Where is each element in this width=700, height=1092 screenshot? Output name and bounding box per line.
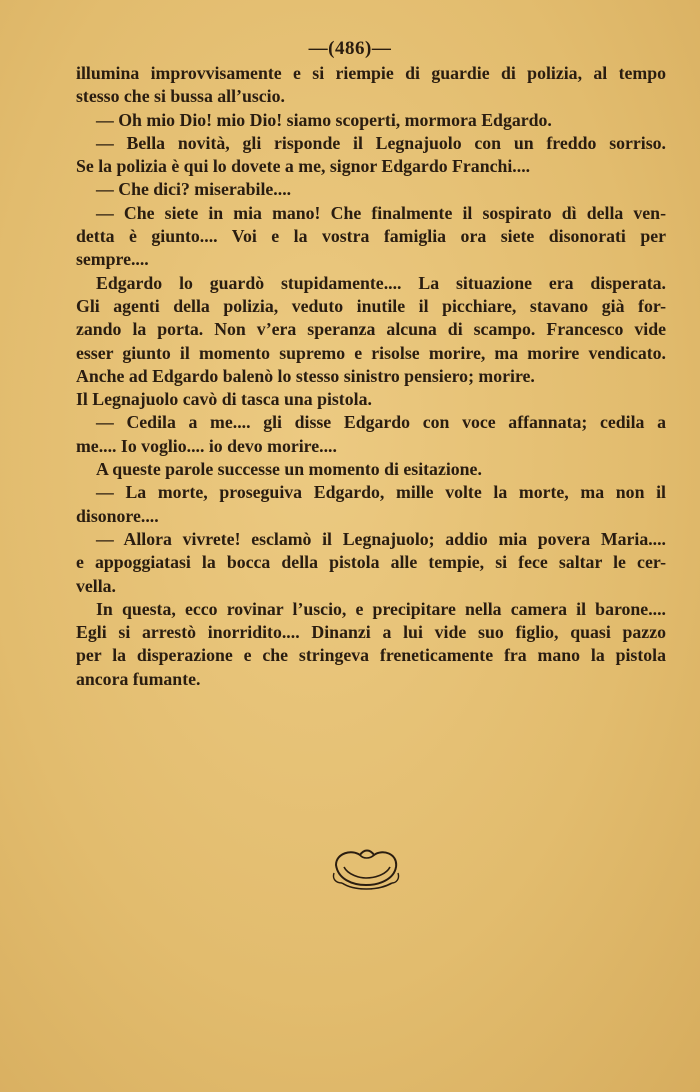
text-line: Anche ad Edgardo balenò lo stesso sinistro pensiero; morire. (76, 365, 535, 386)
text-line: ancora fumante. (76, 668, 201, 689)
text-line: per la disperazione e che stringeva freneticamente fra mano la pistola (76, 645, 666, 666)
text-line: esser giunto il momento supremo e risolse morire, ma morire vendicato. (76, 342, 666, 363)
text-line: — Oh mio Dio! mio Dio! siamo scoperti, mormora Edgardo. (96, 109, 552, 130)
text-line: me.... Io voglio.... io devo morire.... (76, 435, 337, 456)
text-line: zando la porta. Non v’era speranza alcuna di scampo. Francesco vide (76, 319, 666, 340)
text-line: — Allora vivrete! esclamò il Legnajuolo; addio mia povera Maria.... (96, 528, 666, 549)
page-number: —(486)— (308, 38, 392, 59)
text-line: — La morte, proseguiva Edgardo, mille volte la morte, ma non il (96, 482, 666, 503)
text-line: — Che dici? miserabile.... (96, 179, 292, 200)
body-text (76, 62, 666, 691)
text-line: vella. (76, 575, 116, 596)
text-line: sempre.... (76, 249, 149, 270)
text-line: Se la polizia è qui lo dovete a me, signor Edgardo Franchi.... (76, 156, 531, 177)
text-line: Edgardo lo guardò stupidamente.... La situazione era disperata. (96, 272, 666, 293)
text-line: disonore.... (76, 505, 159, 526)
text-line: — Che siete in mia mano! Che finalmente il sospirato dì della ven- (96, 202, 666, 223)
text-line: illumina improvvisamente e si riempie di guardie di polizia, al tempo (76, 63, 666, 83)
text-line: detta è giunto.... Voi e la vostra famiglia ora siete disonorati per (76, 226, 666, 247)
text-line: Gli agenti della polizia, veduto inutile il picchiare, stavano già for- (76, 295, 666, 316)
decorative-tailpiece-icon (330, 845, 402, 893)
text-line: A queste parole successe un momento di esitazione. (96, 459, 482, 480)
text-line: — Bella novità, gli risponde il Legnajuolo con un freddo sorriso. (96, 132, 666, 153)
text-line: stesso che si bussa all’uscio. (76, 86, 285, 107)
text-line: Egli si arrestò inorridito.... Dinanzi a lui vide suo figlio, quasi pazzo (76, 622, 666, 643)
text-line: e appoggiatasi la bocca della pistola alle tempie, si fece saltar le cer- (76, 552, 666, 573)
text-line: In questa, ecco rovinar l’uscio, e precipitare nella camera il barone.... (96, 598, 666, 619)
text-line: Il Legnajuolo cavò di tasca una pistola. (76, 389, 372, 410)
text-line: — Cedila a me.... gli disse Edgardo con voce affannata; cedila a (96, 412, 666, 433)
